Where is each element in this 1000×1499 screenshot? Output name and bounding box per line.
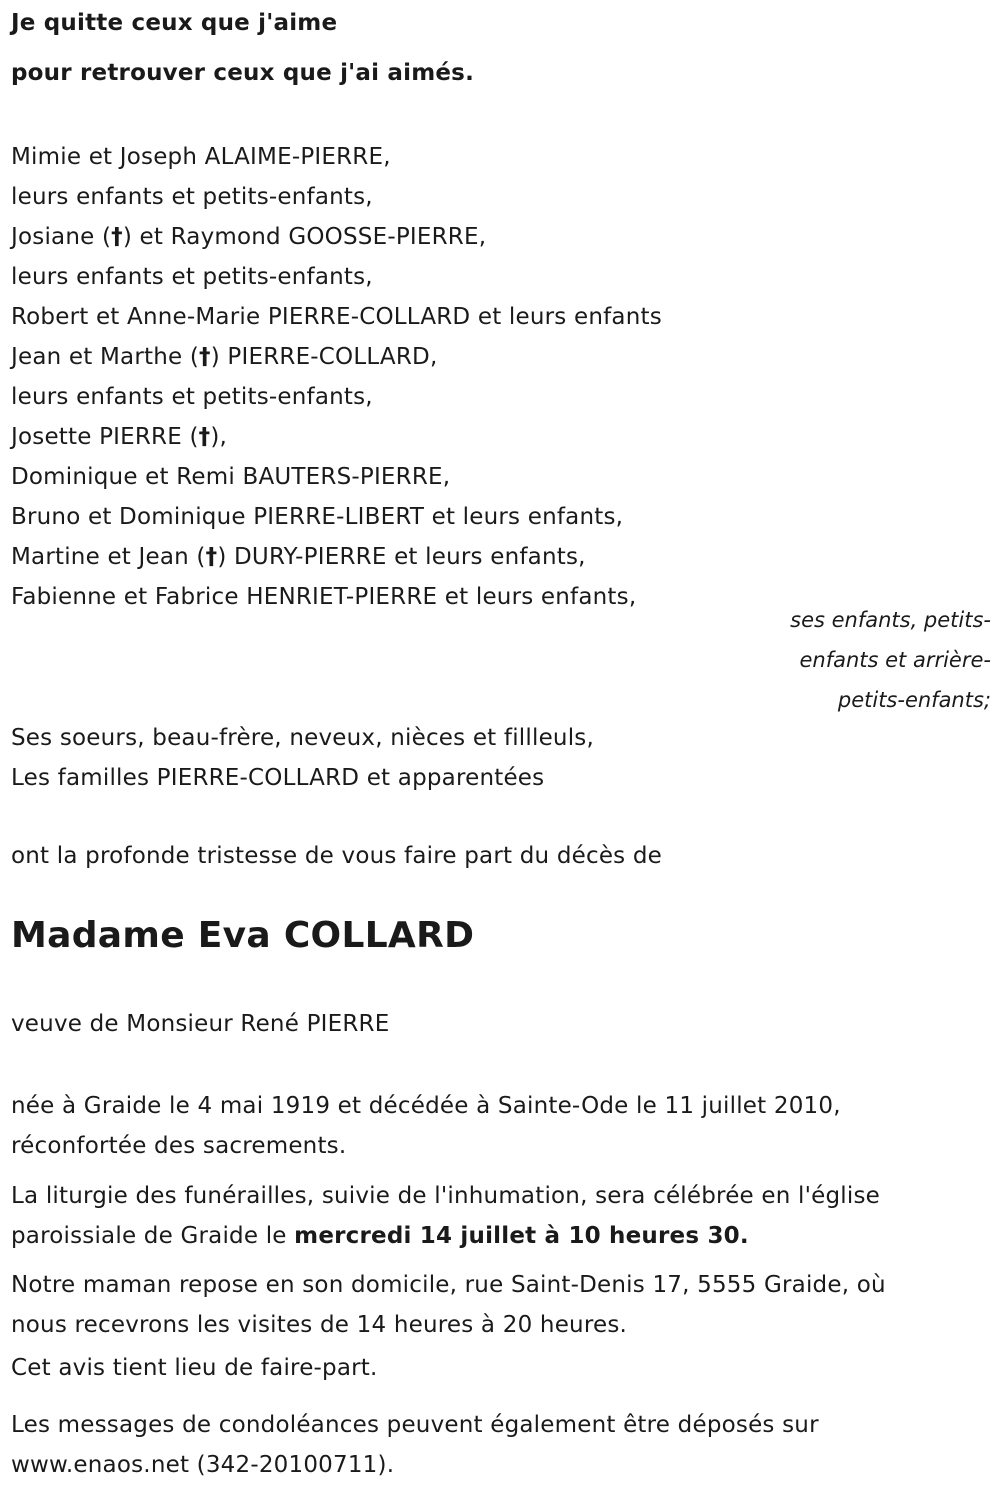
- family-line: [11, 177, 662, 217]
- family-line: [11, 337, 662, 377]
- family-text: Fabienne et Fabrice HENRIET-PIERRE et leurs enfants,: [11, 584, 637, 610]
- family-line: [11, 297, 662, 337]
- family-line: [11, 417, 662, 457]
- family-text: Dominique et Remi BAUTERS-PIERRE,: [11, 464, 451, 490]
- widow-of: veuve de Monsieur René PIERRE: [11, 1011, 390, 1037]
- side-note-line-3: petits-enfants;: [837, 688, 991, 712]
- family-text: leurs enfants et petits-enfants,: [11, 184, 373, 210]
- announcement: ont la profonde tristesse de vous faire part du décès de: [11, 843, 663, 869]
- epigraph-line-2: pour retrouver ceux que j'ai aimés.: [11, 60, 475, 86]
- relatives: [11, 718, 594, 798]
- relatives-line-1: Ses soeurs, beau-frère, neveux, nièces et fillleuls,: [11, 725, 594, 751]
- condolences-paragraph: [11, 1405, 991, 1485]
- cross-icon: †: [198, 424, 211, 450]
- family-list: [11, 137, 662, 617]
- liturgy-text: paroissiale de Graide le: [11, 1223, 295, 1249]
- cross-icon: †: [111, 224, 123, 250]
- family-text: Bruno et Dominique PIERRE-LIBERT et leurs enfants,: [11, 504, 624, 530]
- liturgy-line-2: [11, 1216, 991, 1256]
- side-note-line-2: enfants et arrière-: [799, 648, 991, 672]
- family-text: ),: [210, 424, 228, 450]
- family-line: [11, 537, 662, 577]
- relatives-line-2: Les familles PIERRE-COLLARD et apparentées: [11, 765, 545, 791]
- condolences-line-1: Les messages de condoléances peuvent également être déposés sur: [11, 1412, 819, 1438]
- side-note-line-1: ses enfants, petits-: [790, 608, 991, 632]
- family-line: [11, 217, 662, 257]
- liturgy-date: mercredi 14 juillet à 10 heures 30.: [294, 1223, 749, 1249]
- birth-death-line-1: née à Graide le 4 mai 1919 et décédée à Sainte-Ode le 11 juillet 2010,: [11, 1093, 841, 1119]
- condolences-line-2: www.enaos.net (342-20100711).: [11, 1452, 395, 1478]
- family-text: leurs enfants et petits-enfants,: [11, 384, 373, 410]
- family-line: [11, 377, 662, 417]
- birth-death-paragraph: [11, 1086, 991, 1166]
- family-text: Josiane (: [11, 224, 112, 250]
- family-text: ) DURY-PIERRE et leurs enfants,: [217, 544, 586, 570]
- liturgy-paragraph: [11, 1176, 991, 1256]
- family-text: Mimie et Joseph ALAIME-PIERRE,: [11, 144, 391, 170]
- rest-line-2: nous recevrons les visites de 14 heures à 20 heures.: [11, 1312, 628, 1338]
- family-line: [11, 497, 662, 537]
- side-note: [731, 600, 991, 720]
- liturgy-line-1: La liturgie des funérailles, suivie de l'inhumation, sera célébrée en l'église: [11, 1183, 881, 1209]
- deceased-name: Madame Eva COLLARD: [11, 915, 475, 956]
- family-text: Jean et Marthe (: [11, 344, 200, 370]
- family-text: leurs enfants et petits-enfants,: [11, 264, 373, 290]
- family-text: Martine et Jean (: [11, 544, 206, 570]
- rest-line-1: Notre maman repose en son domicile, rue Saint-Denis 17, 5555 Graide, où: [11, 1272, 886, 1298]
- family-text: Robert et Anne-Marie PIERRE-COLLARD et leurs enfants: [11, 304, 662, 330]
- rest-paragraph: [11, 1265, 991, 1345]
- family-line: [11, 257, 662, 297]
- family-line: [11, 577, 662, 617]
- cross-icon: †: [205, 544, 218, 570]
- cross-icon: †: [199, 344, 211, 370]
- family-text: Josette PIERRE (: [11, 424, 199, 450]
- family-text: ) et Raymond GOOSSE-PIERRE,: [122, 224, 487, 250]
- epigraph-line-1: Je quitte ceux que j'aime: [11, 10, 338, 36]
- birth-death-line-2: réconfortée des sacrements.: [11, 1133, 347, 1159]
- family-line: [11, 457, 662, 497]
- family-text: ) PIERRE-COLLARD,: [210, 344, 438, 370]
- notice: Cet avis tient lieu de faire-part.: [11, 1355, 378, 1381]
- family-line: [11, 137, 662, 177]
